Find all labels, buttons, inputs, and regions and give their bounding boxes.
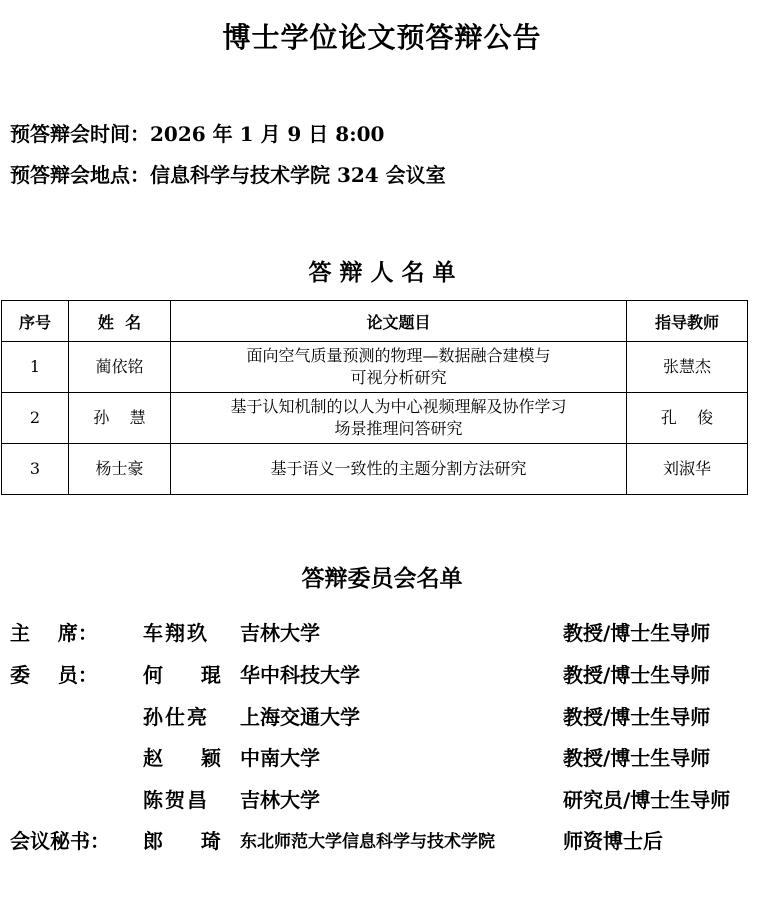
candidate-list-heading: 答 辩 人 名 单 (308, 260, 456, 286)
topic-line-1: 基于语义一致性的主题分割方法研究 (270, 459, 527, 478)
member-name: 赵 颖 (143, 746, 223, 770)
member-org: 东北师范大学信息科学与技术学院 (240, 832, 495, 852)
column-header-name: 姓 名 (69, 301, 171, 342)
member-org: 华中科技大学 (240, 663, 360, 687)
topic-line-2: 场景推理问答研究 (334, 419, 463, 438)
member-name: 郎 琦 (143, 829, 223, 853)
table-header-row (2, 301, 748, 342)
member-name: 孙仕亮 (143, 705, 209, 729)
member-name: 车翔玖 (143, 621, 209, 645)
column-header-no: 序号 (2, 301, 69, 342)
member-title: 教授/博士生导师 (563, 663, 711, 687)
member-org: 上海交通大学 (240, 705, 360, 729)
defense-time-label: 预答辩会时间： (10, 122, 150, 146)
member-name: 陈贺昌 (143, 788, 209, 812)
member-role: 委 员： (10, 663, 98, 687)
member-title: 教授/博士生导师 (563, 705, 711, 729)
member-org: 吉林大学 (240, 621, 320, 645)
cell-topic (171, 342, 627, 393)
member-title: 教授/博士生导师 (563, 621, 711, 645)
member-name: 何 琨 (143, 663, 223, 687)
member-title: 师资博士后 (563, 829, 663, 853)
cell-name: 杨士豪 (69, 444, 171, 495)
column-header-topic: 论文题目 (171, 301, 627, 342)
defense-place (10, 159, 446, 188)
cell-no: 2 (2, 393, 69, 444)
cell-name: 蔺依铭 (69, 342, 171, 393)
cell-topic (171, 444, 627, 495)
committee-heading: 答辩委员会名单 (301, 566, 463, 592)
candidate-table (1, 300, 748, 495)
topic-line-1: 面向空气质量预测的物理—数据融合建模与 (246, 346, 551, 365)
member-role: 主 席： (10, 621, 98, 645)
cell-topic (171, 393, 627, 444)
member-role: 会议秘书： (10, 829, 110, 853)
defense-time-value: 2026 年 1 月 9 日 8:00 (150, 122, 385, 146)
topic-line-2: 可视分析研究 (350, 368, 447, 387)
member-title: 研究员/博士生导师 (563, 788, 731, 812)
table-row (2, 393, 748, 444)
table-row (2, 342, 748, 393)
member-title: 教授/博士生导师 (563, 746, 711, 770)
cell-no: 3 (2, 444, 69, 495)
defense-time (10, 118, 384, 147)
column-header-advisor: 指导教师 (627, 301, 748, 342)
topic-line-1: 基于认知机制的以人为中心视频理解及协作学习 (230, 397, 567, 416)
cell-advisor: 刘淑华 (627, 444, 748, 495)
cell-no: 1 (2, 342, 69, 393)
table-row (2, 444, 748, 495)
cell-advisor: 孔 俊 (627, 393, 748, 444)
cell-name: 孙 慧 (69, 393, 171, 444)
page-title: 博士学位论文预答辩公告 (222, 21, 542, 54)
cell-advisor: 张慧杰 (627, 342, 748, 393)
defense-place-value: 信息科学与技术学院 324 会议室 (150, 163, 446, 187)
member-org: 吉林大学 (240, 788, 320, 812)
defense-place-label: 预答辩会地点： (10, 163, 150, 187)
member-org: 中南大学 (240, 746, 320, 770)
